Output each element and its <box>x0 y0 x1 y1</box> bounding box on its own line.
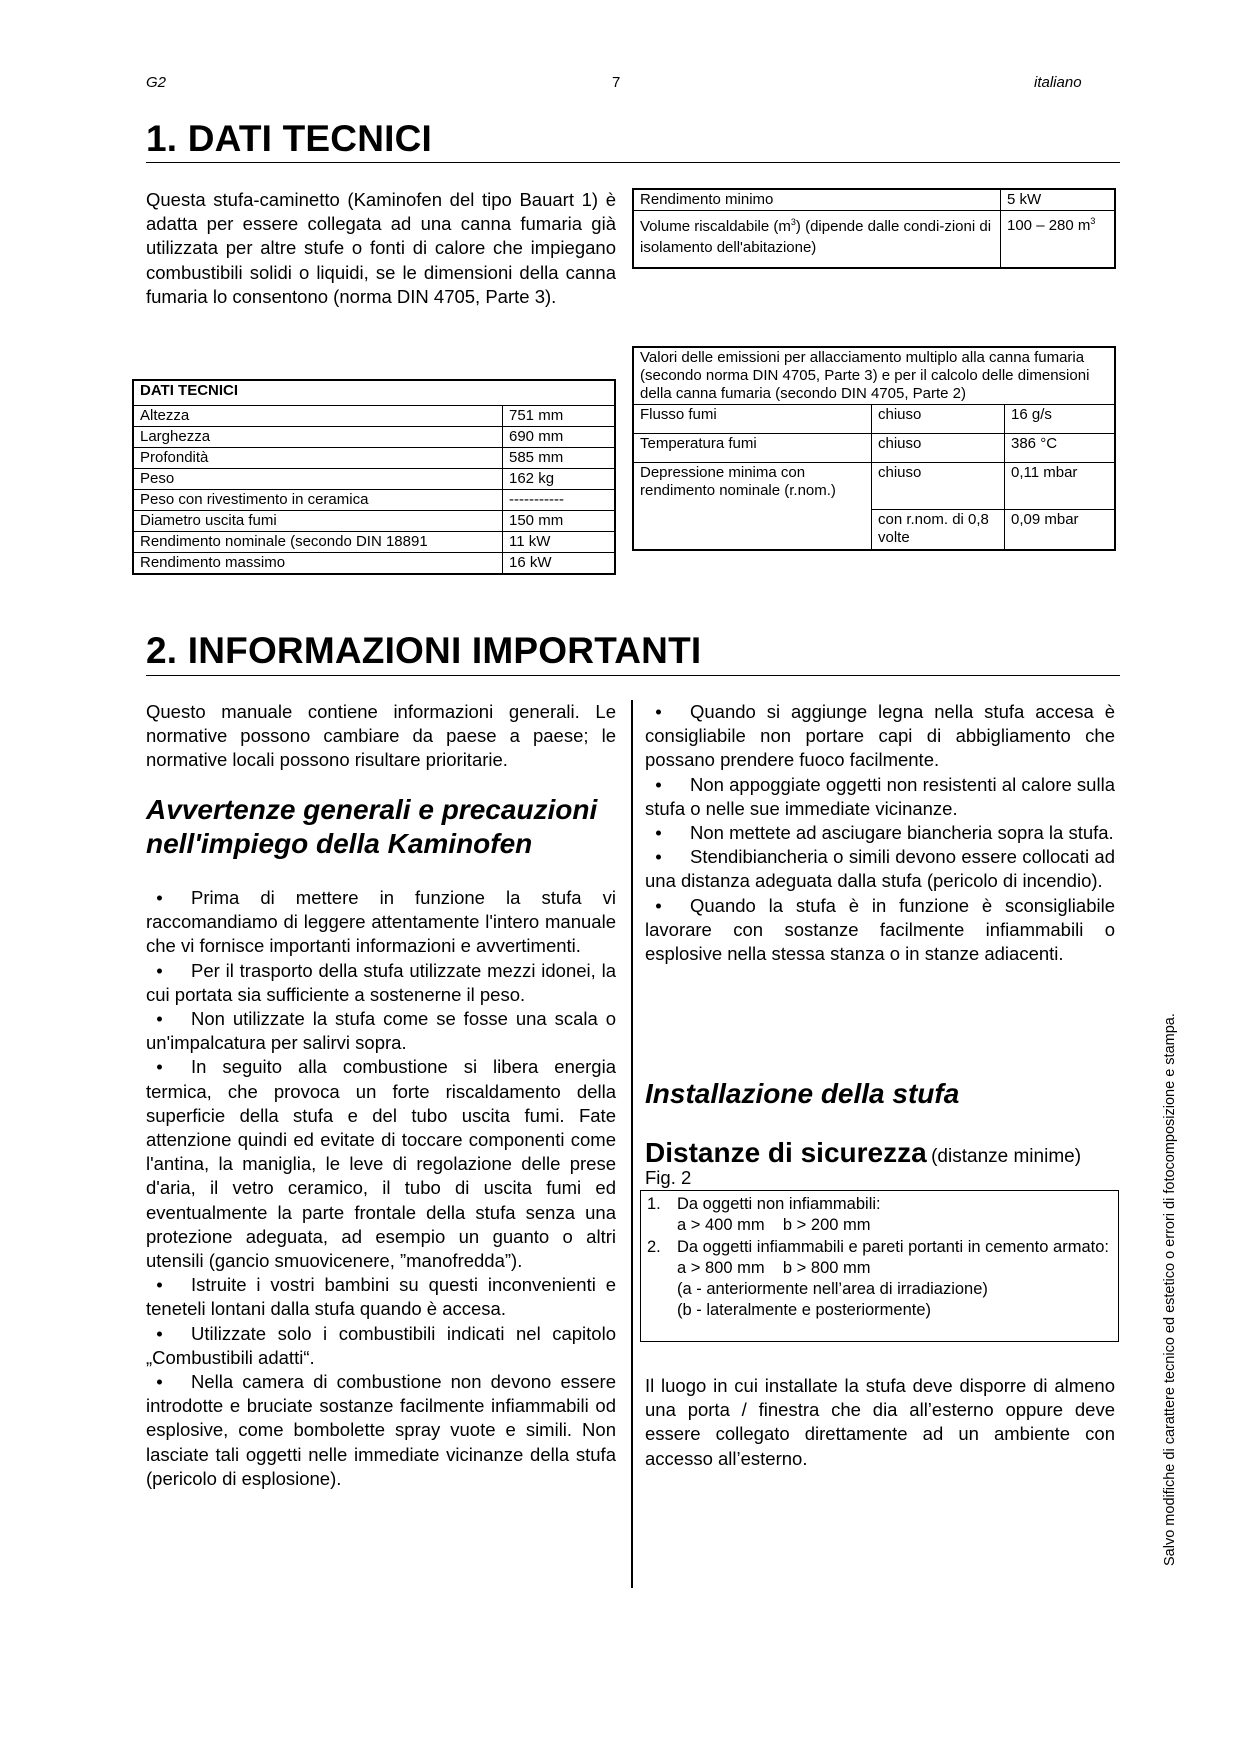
section2-rule <box>146 675 1120 676</box>
emission-row-condition: con r.nom. di 0,8 volte <box>872 509 1005 550</box>
tech-row-label: Rendimento nominale (secondo DIN 18891 <box>133 532 503 553</box>
install-heading: Installazione della stufa <box>645 1078 960 1109</box>
tech-row-value: 16 kW <box>503 553 616 575</box>
distances-note: (distanze minime) <box>931 1146 1082 1167</box>
list-item: • Utilizzate solo i combustibili indicati nel capitolo „Combustibili adatti“. <box>146 1322 616 1368</box>
section2-title: 2. INFORMAZIONI IMPORTANTI <box>146 630 702 671</box>
section1-intro: Questa stufa-caminetto (Kaminofen del tipo Bauart 1) è adatta per essere collegata ad una canna fumaria già utilizzata per altre stufe o fonti di calore che impiegano combustibili solidi o liquidi, se le dimensioni della canna fumaria lo consentono (norma DIN 4705, Parte 3). <box>146 189 616 307</box>
list-item: • Non appoggiate oggetti non resistenti al calore sulla stufa o nelle sue immediate vicinanze. <box>645 773 1115 819</box>
distance-item-2-note-b: (b - lateralmente e posteriormente) <box>677 1301 932 1320</box>
closing-paragraph: Il luogo in cui installate la stufa deve disporre di almeno una porta / finestra che dia all’esterno oppure deve essere collegato direttamente ad un ambiente con accesso all’esterno. <box>645 1375 1115 1469</box>
tech-row-value: ----------- <box>503 490 616 511</box>
tech-row-value: 585 mm <box>503 448 616 469</box>
section1-title: 1. DATI TECNICI <box>146 118 432 159</box>
emission-table <box>632 346 1116 551</box>
list-item: • Quando si aggiunge legna nella stufa accesa è consigliabile non portare capi di abbigliamento che possano prendere fuoco facilmente. <box>645 701 1115 771</box>
tech-row-value: 11 kW <box>503 532 616 553</box>
fig-label: Fig. 2 <box>645 1167 692 1188</box>
emission-row-condition: chiuso <box>872 405 1005 434</box>
tech-row-value: 150 mm <box>503 511 616 532</box>
warnings-list-left <box>146 886 616 1491</box>
emission-row-value: 0,09 mbar <box>1005 509 1116 550</box>
emission-row-condition: chiuso <box>872 434 1005 463</box>
distance-item-2-note-a: (a - anteriormente nell’area di irradiazione) <box>677 1280 988 1299</box>
emission-row-label: Depressione minima con rendimento nominale (r.nom.) <box>633 463 872 510</box>
tech-table-header: DATI TECNICI <box>133 380 615 406</box>
emission-row-condition: chiuso <box>872 463 1005 510</box>
emission-row-label: Flusso fumi <box>633 405 872 434</box>
emission-header: Valori delle emissioni per allacciamento multiplo alla canna fumaria (secondo norma DIN 4705, Parte 3) e per il calcolo delle dimensioni della canna fumaria (secondo DIN 4705, Parte 2) <box>633 347 1115 405</box>
list-item: • Non utilizzate la stufa come se fosse una scala o un'impalcatura per salirvi sopra. <box>146 1008 616 1054</box>
tech-row-label: Rendimento massimo <box>133 553 503 575</box>
distances-box <box>640 1190 1119 1342</box>
tech-row-label: Peso <box>133 469 503 490</box>
list-item: • In seguito alla combustione si libera energia termica, che provoca un forte riscaldamento della superficie della stufa e del tubo uscita fumi. Fate attenzione quindi ed evitate di toccare componenti come l'antina, la maniglia, le leve di regolazione delle prese d'aria, il vetro ceramico, il tubo di uscita fumi ed eventualmente la parte frontale della stufa senza una protezione adeguata, ad esempio un guanto o altri utensili (gancio smuovicenere, ”manofredda”). <box>146 1056 616 1272</box>
emission-row-value: 0,11 mbar <box>1005 463 1116 510</box>
tech-row-label: Larghezza <box>133 427 503 448</box>
list-item: • Prima di mettere in funzione la stufa vi raccomandiamo di leggere attentamente l'intero manuale che vi fornisce importanti informazioni e avvertimenti. <box>146 887 616 957</box>
list-item: • Non mettete ad asciugare biancheria sopra la stufa. <box>645 822 1114 844</box>
list-item: • Nella camera di combustione non devono essere introdotte e bruciate sostanze facilmente infiammabili od esplosive, come bombolette spray vuote e simili. Non lasciate tali oggetti nelle immediate vicinanze della stufa (pericolo di esplosione). <box>146 1371 616 1489</box>
tech-row-label: Profondità <box>133 448 503 469</box>
power-row-value: 100 – 280 $m^3$ <box>1001 211 1116 269</box>
emission-row-value: 386 °C <box>1005 434 1116 463</box>
tech-row-value: 751 mm <box>503 406 616 427</box>
header-right: italiano <box>1034 74 1082 91</box>
header-left: G2 <box>146 74 167 91</box>
tech-row-label: Diametro uscita fumi <box>133 511 503 532</box>
page-number: 7 <box>612 74 621 91</box>
power-row-value: 5 kW <box>1001 189 1116 211</box>
warnings-list-right <box>645 700 1115 966</box>
emission-row-label <box>633 509 872 550</box>
distance-item-2-values: a > 800 mm b > 800 mm <box>677 1258 871 1277</box>
tech-row-value: 162 kg <box>503 469 616 490</box>
distance-item-1: 1. Da oggetti non infiammabili: <box>647 1195 881 1213</box>
power-row-label: Rendimento minimo <box>633 189 1001 211</box>
distances-heading: Distanze di sicurezza <box>645 1137 927 1168</box>
section2-intro: Questo manuale contiene informazioni generali. Le normative possono cambiare da paese a paese; le normative locali possono risultare prioritarie. <box>146 701 616 771</box>
distances-heading-line <box>645 1137 1081 1169</box>
list-item: • Quando la stufa è in funzione è sconsigliabile lavorare con sostanze facilmente infiammabili o esplosive nella stessa stanza o in stanze adiacenti. <box>645 894 1115 965</box>
distance-item-1-values: a > 400 mm b > 200 mm <box>677 1216 871 1235</box>
tech-table <box>132 379 616 575</box>
tech-row-value: 690 mm <box>503 427 616 448</box>
power-table <box>632 188 1116 269</box>
tech-row-label: Altezza <box>133 406 503 427</box>
emission-row-value: 16 g/s <box>1005 405 1116 434</box>
warnings-heading: Avvertenze generali e precauzioni nell'impiego della Kaminofen <box>146 794 598 859</box>
column-divider <box>631 700 633 1588</box>
list-item: • Istruite i vostri bambini su questi inconvenienti e teneteli lontani dalla stufa quando è accesa. <box>146 1274 616 1320</box>
list-item: • Per il trasporto della stufa utilizzate mezzi idonei, la cui portata sia sufficiente a sostenerne il peso. <box>146 959 616 1005</box>
list-item: • Stendibiancheria o simili devono essere collocati ad una distanza adeguata dalla stufa (pericolo di incendio). <box>645 846 1115 892</box>
side-disclaimer: Salvo modifiche di carattere tecnico ed estetico o errori di fotocomposizione e stampa. <box>1162 1013 1178 1566</box>
section1-rule <box>146 162 1120 163</box>
distance-item-2: 2. Da oggetti infiammabili e pareti portanti in cemento armato: <box>647 1237 1109 1256</box>
emission-row-label: Temperatura fumi <box>633 434 872 463</box>
tech-row-label: Peso con rivestimento in ceramica <box>133 490 503 511</box>
power-row-label: Volume riscaldabile $(m^3)$ (dipende dalle condi-zioni di isolamento dell'abitazione) <box>633 211 1001 269</box>
